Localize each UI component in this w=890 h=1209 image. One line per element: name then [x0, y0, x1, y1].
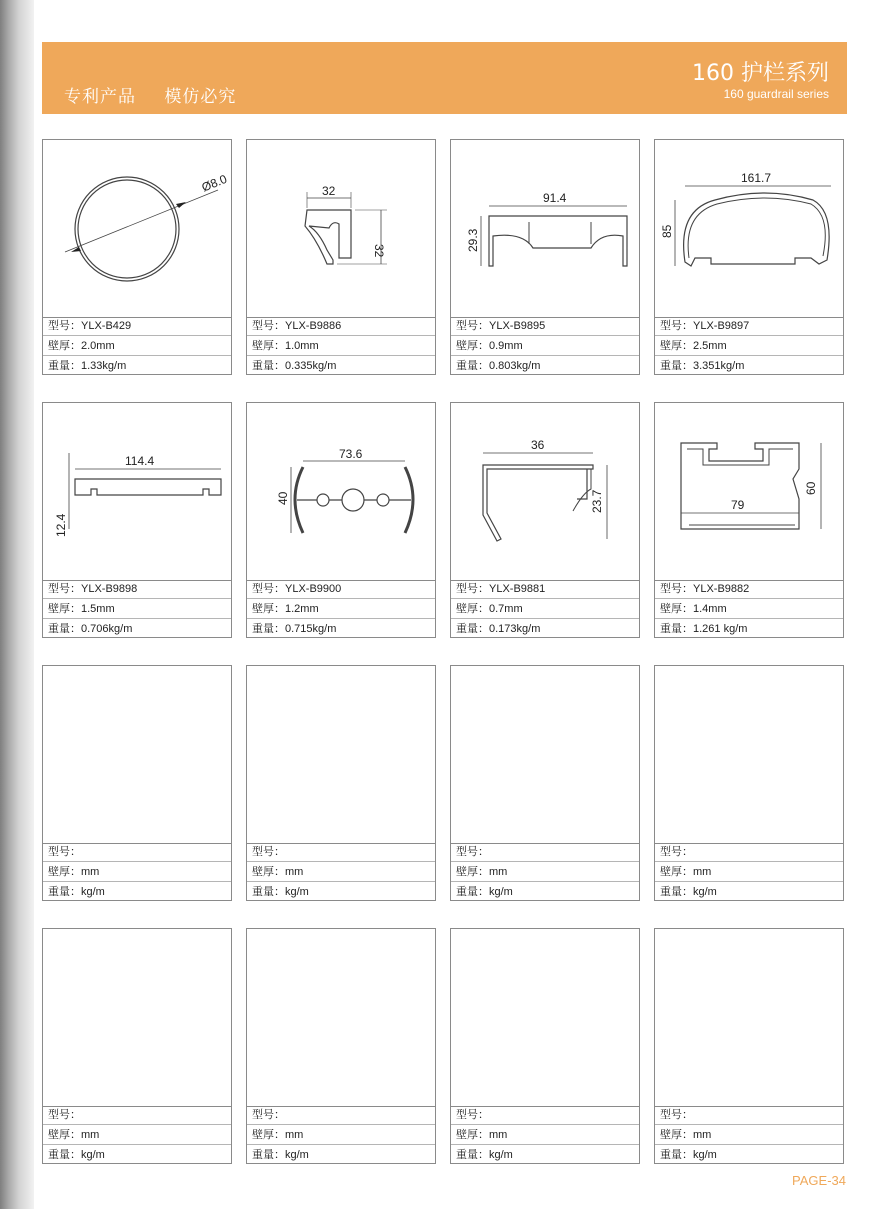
- wall-thickness-row: 壁厚：mm: [247, 1126, 435, 1145]
- weight-row: 重量：kg/m: [456, 886, 513, 898]
- dim-label: 60: [804, 481, 818, 495]
- profile-drawing: [655, 403, 843, 581]
- weight-row: 重量：0.173kg/m: [456, 623, 541, 635]
- product-card-empty: [246, 928, 436, 1164]
- product-card-empty: [42, 928, 232, 1164]
- dim-label: 12.4: [54, 513, 68, 537]
- product-card-empty: [654, 928, 844, 1164]
- wall-thickness-row: 壁厚：mm: [451, 863, 639, 882]
- catalog-page: [34, 0, 890, 1209]
- dim-label: 36: [531, 438, 545, 452]
- product-card-empty: [42, 665, 232, 901]
- model-row: 型号：YLX-B9882: [655, 580, 843, 599]
- dim-label: 32: [372, 244, 386, 258]
- dim-label: 23.7: [590, 489, 604, 513]
- weight-row: 重量：kg/m: [252, 1149, 309, 1161]
- dim-label: 29.3: [466, 228, 480, 252]
- profile-drawing-empty: [247, 666, 435, 844]
- dim-label: 91.4: [543, 191, 567, 205]
- wall-thickness-row: 壁厚：2.0mm: [43, 337, 231, 356]
- product-card-empty: [246, 665, 436, 901]
- product-card: [654, 402, 844, 638]
- slogan-copy-warning: 模仿必究: [164, 87, 237, 107]
- model-row: 型号：YLX-B429: [43, 317, 231, 336]
- profile-drawing-empty: [655, 666, 843, 844]
- dim-label: Ø8.0: [199, 171, 229, 195]
- model-row: 型号：: [247, 1106, 435, 1125]
- weight-row: 重量：1.33kg/m: [48, 360, 127, 372]
- profile-drawing: [451, 403, 639, 581]
- model-row: 型号：YLX-B9886: [247, 317, 435, 336]
- model-row: 型号：: [43, 843, 231, 862]
- wall-thickness-row: 壁厚：mm: [655, 1126, 843, 1145]
- weight-row: 重量：kg/m: [252, 886, 309, 898]
- flat-strip-profile: [43, 403, 231, 580]
- round-tube-profile: [43, 140, 231, 317]
- model-row: 型号：YLX-B9895: [451, 317, 639, 336]
- profile-drawing: [655, 140, 843, 318]
- page-header: [42, 42, 847, 114]
- profile-drawing-empty: [43, 929, 231, 1107]
- model-row: 型号：YLX-B9898: [43, 580, 231, 599]
- oval-handrail-profile: [655, 140, 843, 317]
- wall-thickness-row: 壁厚：1.2mm: [247, 600, 435, 619]
- model-row: 型号：: [451, 1106, 639, 1125]
- dim-label: 73.6: [339, 447, 363, 461]
- wall-thickness-row: 壁厚：1.5mm: [43, 600, 231, 619]
- flat-rail-profile: [451, 140, 639, 317]
- series-title: 160 护栏系列: [692, 61, 829, 86]
- weight-row: 重量：0.803kg/m: [456, 360, 541, 372]
- model-row: 型号：YLX-B9881: [451, 580, 639, 599]
- wall-thickness-row: 壁厚：0.9mm: [451, 337, 639, 356]
- wall-thickness-row: 壁厚：1.0mm: [247, 337, 435, 356]
- weight-row: 重量：kg/m: [660, 1149, 717, 1161]
- profile-drawing-empty: [451, 666, 639, 844]
- product-card: [450, 139, 640, 375]
- product-card: [450, 402, 640, 638]
- wall-thickness-row: 壁厚：2.5mm: [655, 337, 843, 356]
- handrail-cap-profile: [247, 140, 435, 317]
- wall-thickness-row: 壁厚：mm: [247, 863, 435, 882]
- profile-drawing-empty: [451, 929, 639, 1107]
- wall-thickness-row: 壁厚：mm: [43, 863, 231, 882]
- slogan-patent: 专利产品: [64, 87, 136, 107]
- product-card-empty: [450, 928, 640, 1164]
- dim-label: 40: [276, 491, 290, 505]
- wall-thickness-row: 壁厚：mm: [655, 863, 843, 882]
- product-card-empty: [654, 665, 844, 901]
- profile-drawing: [43, 140, 231, 318]
- channel-rail-profile: [655, 403, 843, 580]
- angle-trim-profile: [451, 403, 639, 580]
- profile-drawing: [247, 403, 435, 581]
- weight-row: 重量：0.715kg/m: [252, 623, 337, 635]
- wall-thickness-row: 壁厚：1.4mm: [655, 600, 843, 619]
- model-row: 型号：: [655, 1106, 843, 1125]
- dim-label: 114.4: [125, 454, 155, 468]
- model-row: 型号：: [247, 843, 435, 862]
- page-number: PAGE-34: [792, 1173, 846, 1188]
- profile-drawing: [451, 140, 639, 318]
- weight-row: 重量：3.351kg/m: [660, 360, 745, 372]
- profile-drawing-empty: [247, 929, 435, 1107]
- product-card-empty: [450, 665, 640, 901]
- model-row: 型号：: [655, 843, 843, 862]
- profile-drawing-empty: [655, 929, 843, 1107]
- weight-row: 重量：0.706kg/m: [48, 623, 133, 635]
- series-subtitle: 160 guardrail series: [723, 87, 829, 101]
- weight-row: 重量：kg/m: [660, 886, 717, 898]
- model-row: 型号：YLX-B9897: [655, 317, 843, 336]
- model-row: 型号：YLX-B9900: [247, 580, 435, 599]
- book-spine-shadow: [0, 0, 34, 1209]
- weight-row: 重量：1.261 kg/m: [660, 623, 748, 635]
- weight-row: 重量：0.335kg/m: [252, 360, 337, 372]
- profile-drawing-empty: [43, 666, 231, 844]
- product-card: [246, 139, 436, 375]
- wall-thickness-row: 壁厚：mm: [43, 1126, 231, 1145]
- baluster-connector-profile: [247, 403, 435, 580]
- dim-label: 79: [731, 498, 745, 512]
- wall-thickness-row: 壁厚：mm: [451, 1126, 639, 1145]
- product-card: [42, 139, 232, 375]
- weight-row: 重量：kg/m: [456, 1149, 513, 1161]
- dim-label: 85: [660, 224, 674, 238]
- wall-thickness-row: 壁厚：0.7mm: [451, 600, 639, 619]
- model-row: 型号：: [43, 1106, 231, 1125]
- product-card: [246, 402, 436, 638]
- weight-row: 重量：kg/m: [48, 886, 105, 898]
- profile-drawing: [43, 403, 231, 581]
- product-card: [42, 402, 232, 638]
- header-slogan: [64, 82, 258, 107]
- product-card: [654, 139, 844, 375]
- dim-label: 32: [322, 184, 336, 198]
- model-row: 型号：: [451, 843, 639, 862]
- dim-label: 161.7: [741, 171, 772, 185]
- profile-drawing: [247, 140, 435, 318]
- weight-row: 重量：kg/m: [48, 1149, 105, 1161]
